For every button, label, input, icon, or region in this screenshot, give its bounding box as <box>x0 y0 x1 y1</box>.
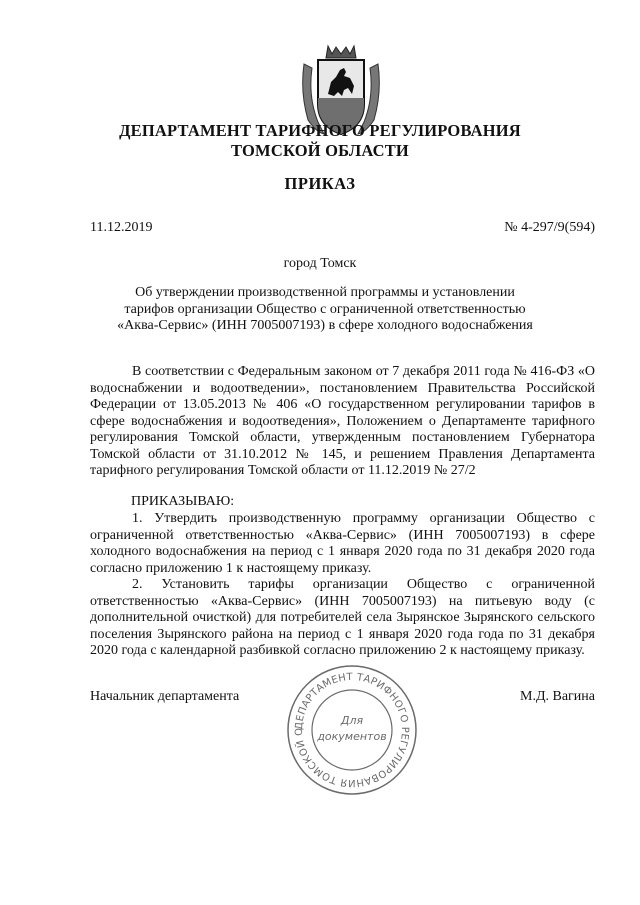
document-city: город Томск <box>283 256 357 271</box>
stamp-center-line2: документов <box>317 730 387 743</box>
document-date: 11.12.2019 <box>90 220 153 235</box>
document-number: № 4-297/9(594) <box>504 220 595 235</box>
stamp-center-line1: Для <box>340 714 364 727</box>
order-item-2: 2. Установить тарифы организации Общество с ограниченной ответственностью «Аква-Сервис» (ИНН 7005007193) на питьевую воду (с дополнительной очисткой) для потребителей села Зырянское Зырянского сельского поселения Зырянского района на период с 1 января 2020 года года по 31 декабря 2020 года с календарной разбивкой согласно приложению 2 к настоящему приказу. <box>90 577 595 658</box>
department-name-line2: ТОМСКОЙ ОБЛАСТИ <box>231 141 409 160</box>
department-name-line1: ДЕПАРТАМЕНТ ТАРИФНОГО РЕГУЛИРОВАНИЯ <box>119 121 521 140</box>
orders-heading: ПРИКАЗЫВАЮ: <box>131 494 235 509</box>
stamp-ring-text: ДЕПАРТАМЕНТ ТАРИФНОГО РЕГУЛИРОВАНИЯ ТОМСКОЙ О <box>293 671 411 789</box>
signatory-name: М.Д. Вагина <box>520 689 595 704</box>
document-subject: Об утверждении производственной программы и установлении тарифов организации Общество с ограниченной ответственностью «Аква-Сервис» (ИНН 7005007193) в сфере холодного водоснабжения <box>117 285 533 333</box>
signatory-title: Начальник департамента <box>90 689 240 704</box>
order-item-1: 1. Утвердить производственную программу организации Общество с ограниченной ответственностью «Аква-Сервис» (ИНН 7005007193) в сфере холодного водоснабжения на период с 1 января 2020 года по 31 декабря 2020 года согласно приложению 1 к настоящему приказу. <box>90 511 595 576</box>
preamble-paragraph: В соответствии с Федеральным законом от 7 декабря 2011 года № 416-ФЗ «О водоснабжении и водоотведении», постановлением Правительства Российской Федерации от 13.05.2013 № 406 «О государственном регулировании тарифов в сфере водоснабжения и водоотведения», Положением о Департаменте тарифного регулирования Томской области, утвержденным постановлением Губернатора Томской области от 31.10.2012 № 145, и решением Правления Департамента тарифного регулирования Томской области от 11.12.2019 № 27/2 <box>90 364 595 478</box>
official-stamp <box>284 662 420 798</box>
document-type: ПРИКАЗ <box>284 174 356 193</box>
